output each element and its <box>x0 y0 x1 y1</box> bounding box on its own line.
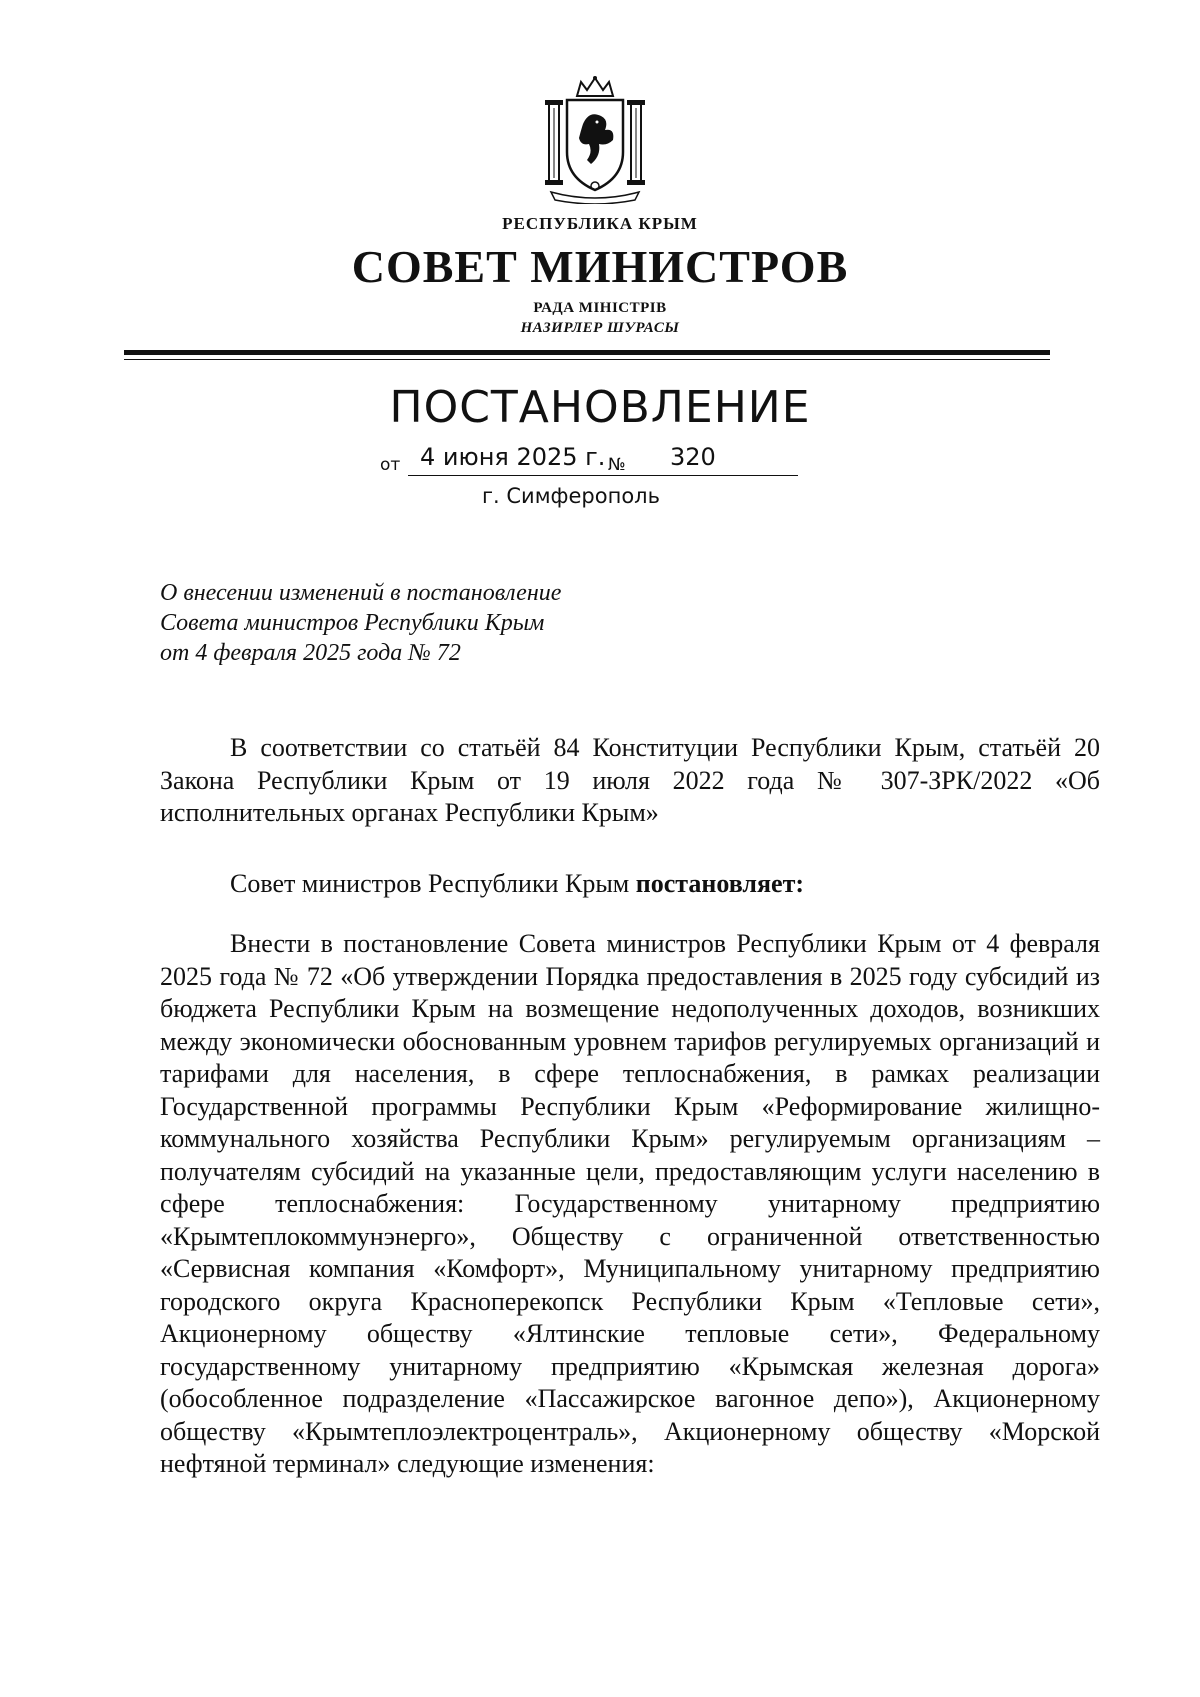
date-prefix: от <box>380 455 401 475</box>
document-date-number-line <box>380 443 800 479</box>
resolution-keyword: постановляет: <box>635 869 805 898</box>
header-divider-thick <box>124 350 1050 355</box>
subject-line: О внесении изменений в постановление <box>160 580 562 606</box>
republic-name: РЕСПУБЛИКА КРЫМ <box>502 214 698 233</box>
header-divider-thin <box>124 359 1050 360</box>
council-title-crimean-tatar: НАЗИРЛЕР ШУРАСЫ <box>520 320 680 336</box>
issue-city: г. Симферополь <box>482 484 660 508</box>
amendment-paragraph: Внести в постановление Совета министров Республики Крым от 4 февраля 2025 года № 72 «Об утверждении Порядка предоставления в 2025 году субсидий из бюджета Республики Крым на возмещение недополученных доходов, возникших между экономически обоснованным уровнем тарифов регулируемых организаций и тарифами для населения, в сфере теплоснабжения, в рамках реализации Государственной программы Республики Крым «Реформирование жилищно-коммунального хозяйства Республики Крым» регулируемым организациям – получателям субсидий на указанные цели, предоставляющим услуги населению в сфере теплоснабжения: Государственному унитарному предприятию «Крымтеплокоммунэнерго», Обществу с ограниченной ответственностью «Сервисная компания «Комфорт», Муниципальному унитарному предприятию городского округа Красноперекопск Республики Крым «Тепловые сети», Акционерному обществу «Ялтинские тепловые сети», Федеральному государственному унитарному предприятию «Крымская железная дорога» (обособленное подразделение «Пассажирское вагонное депо»), Акционерному обществу «Крымтеплоэлектроцентраль», Акционерному обществу «Морской нефтяной терминал» следующие изменения: <box>160 929 1100 1478</box>
document-subject <box>160 578 760 668</box>
date-number-underline <box>408 475 798 476</box>
council-title: СОВЕТ МИНИСТРОВ <box>351 241 849 292</box>
number-prefix: № <box>608 455 626 475</box>
preamble-paragraph: В соответствии со статьёй 84 Конституции Республики Крым, статьёй 20 Закона Республики Крым от 19 июля 2022 года № 307-ЗРК/2022 «Об исполнительных органах Республики Крым» <box>160 733 1100 827</box>
resolution-paragraph <box>160 868 1100 901</box>
document-number: 320 <box>670 443 716 471</box>
document-date: 4 июня 2025 г. <box>420 443 606 471</box>
resolution-lead: Совет министров Республики Крым <box>230 869 636 898</box>
subject-line: Совета министров Республики Крым <box>160 610 545 636</box>
council-title-ukrainian: РАДА МІНІСТРІВ <box>533 300 667 316</box>
coat-of-arms-icon <box>535 74 655 204</box>
document-type: ПОСТАНОВЛЕНИЕ <box>389 382 811 433</box>
subject-line: от 4 февраля 2025 года № 72 <box>160 640 461 666</box>
